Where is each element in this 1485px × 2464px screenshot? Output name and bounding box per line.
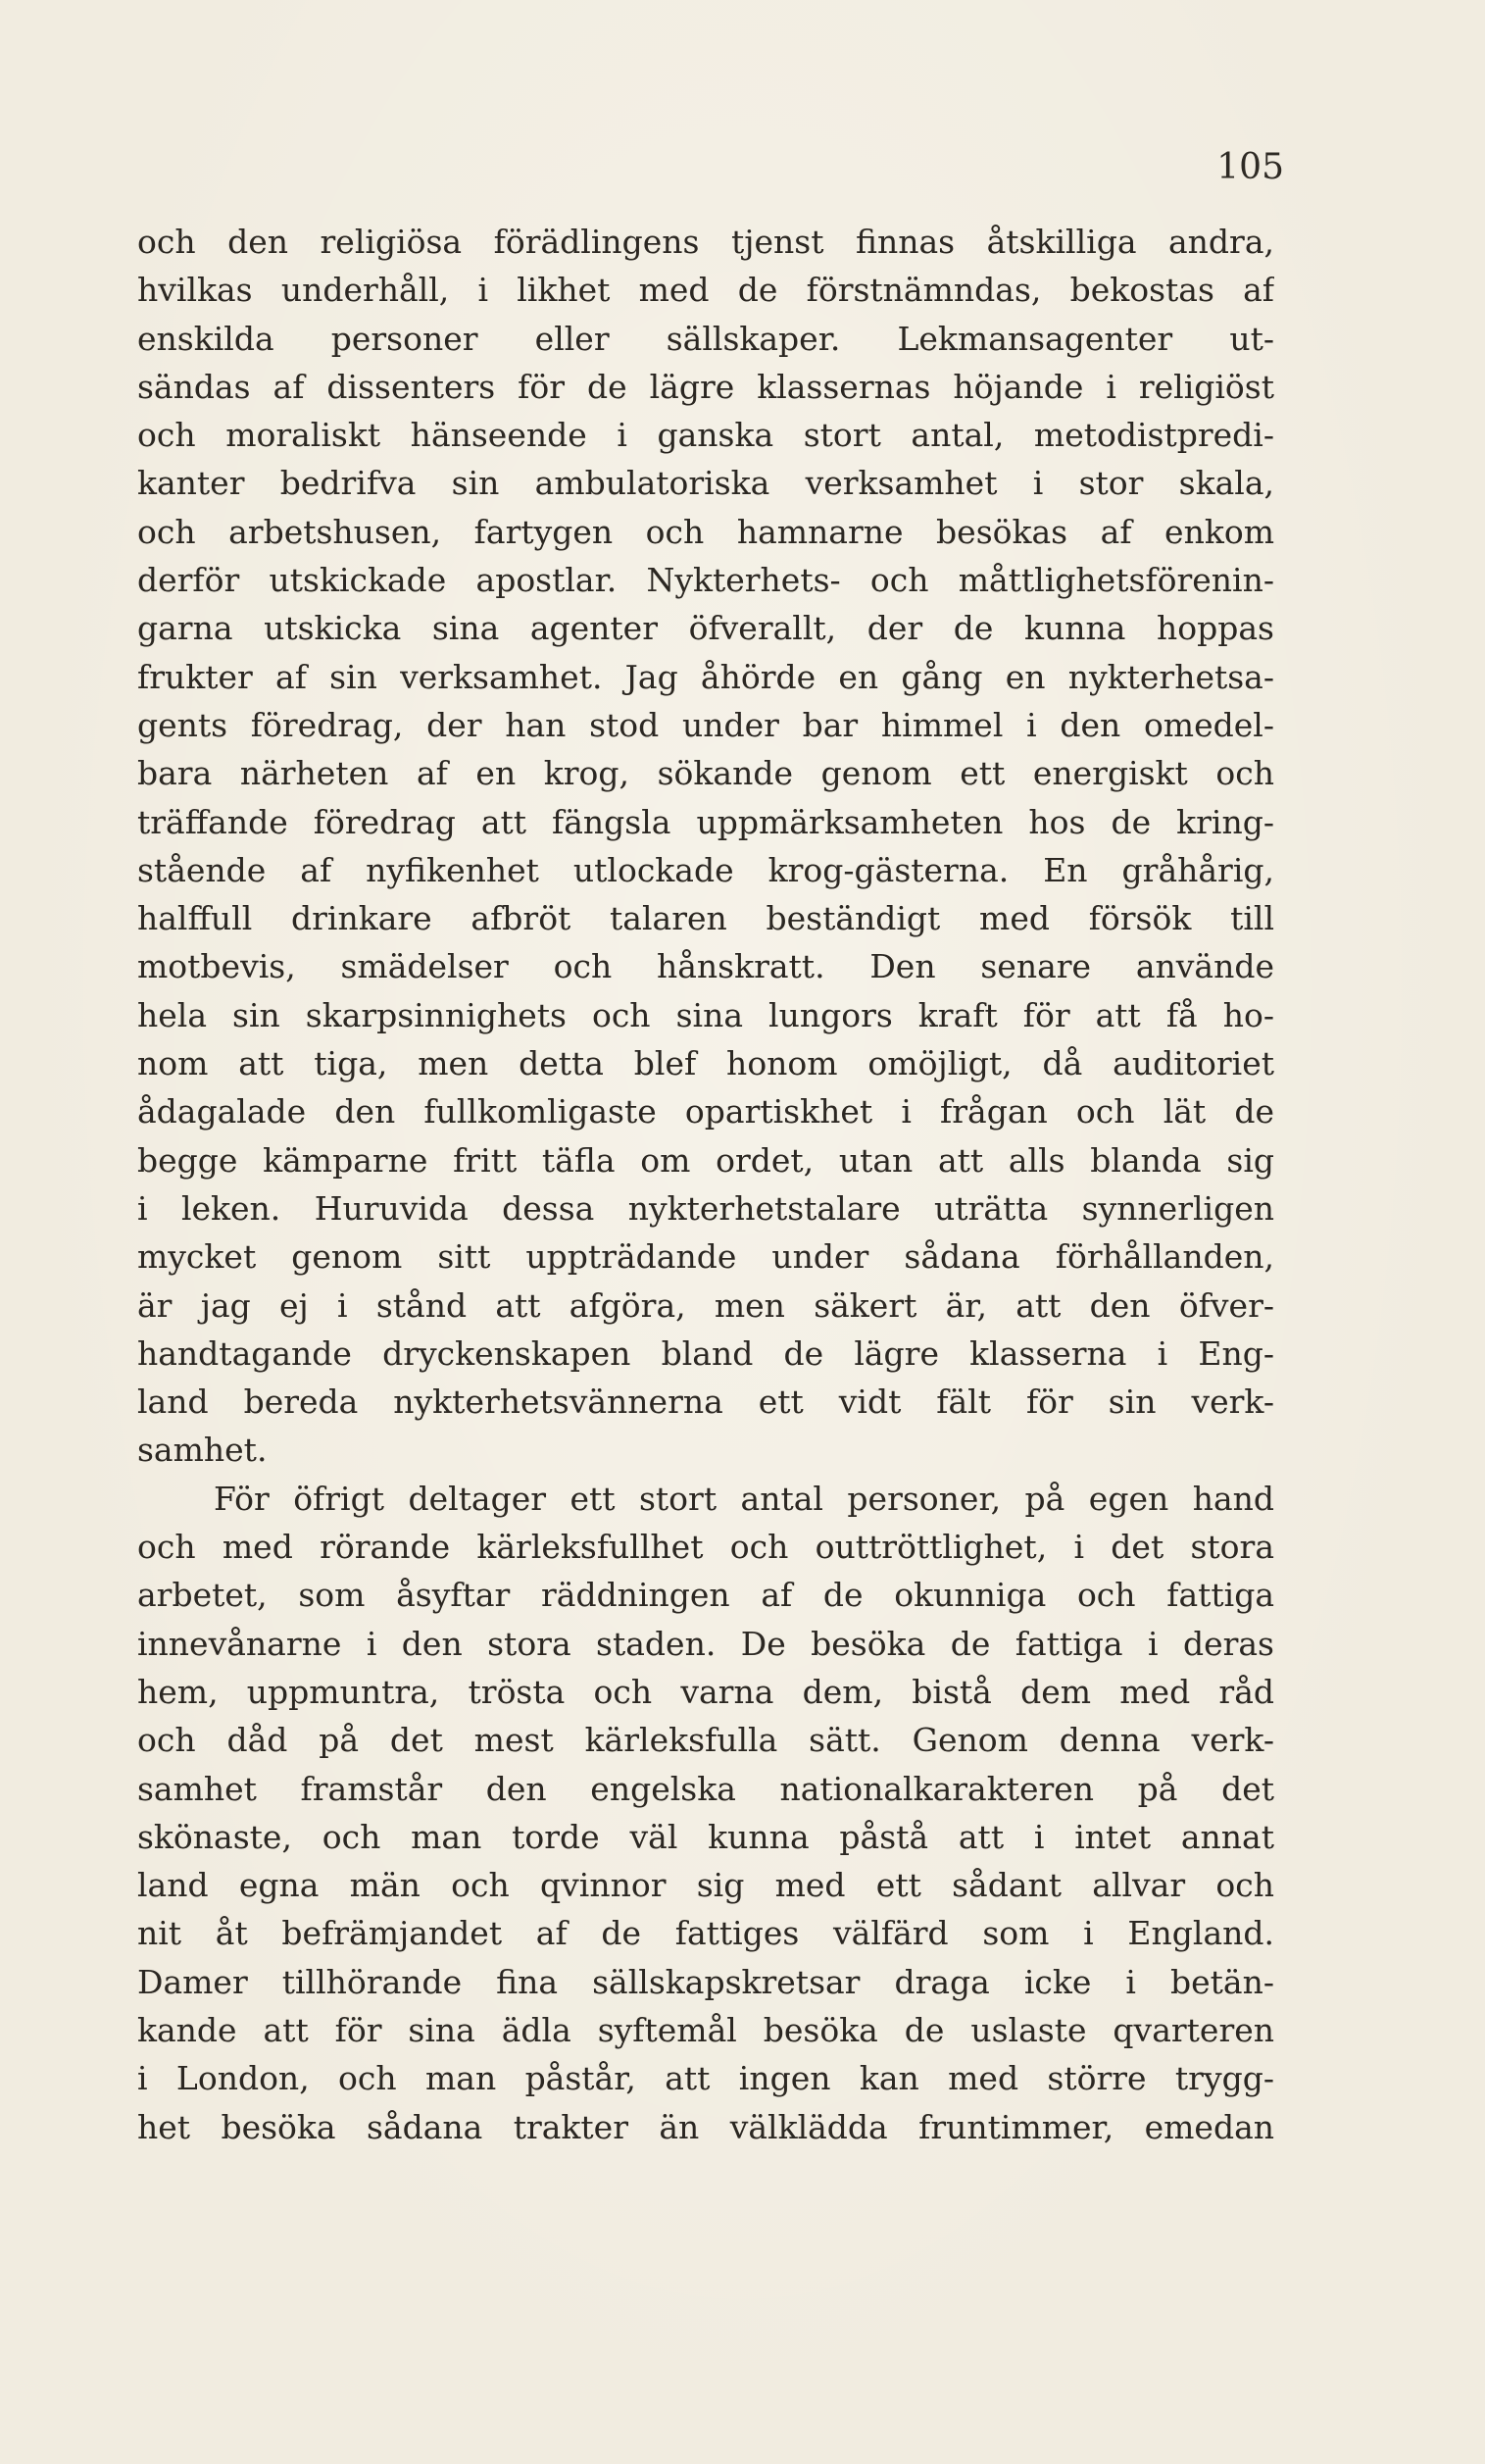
- text-line: het besöka sådana trakter än välklädda fruntimmer, emedan: [137, 2107, 1274, 2146]
- text-line: är jag ej i stånd att afgöra, men säkert är, att den öfver-: [137, 1285, 1274, 1325]
- text-line: träffande föredrag att fängsla uppmärksamheten hos de kring-: [137, 802, 1274, 841]
- text-line: motbevis, smädelser och hånskratt. Den senare använde: [137, 947, 1274, 986]
- text-line: frukter af sin verksamhet. Jag åhörde en gång en nykterhetsa-: [137, 657, 1274, 696]
- text-line: kanter bedrifva sin ambulatoriska verksamhet i stor skala,: [137, 464, 1274, 503]
- text-line: och moraliskt hänseende i ganska stort antal, metodistpredi-: [137, 416, 1274, 455]
- page-number: 105: [1216, 147, 1284, 187]
- text-line: garna utskicka sina agenter öfverallt, der de kunna hoppas: [137, 609, 1274, 648]
- text-line: handtagande dryckenskapen bland de lägre klasserna i Eng-: [137, 1333, 1274, 1373]
- text-line: och med rörande kärleksfullhet och outtröttlighet, i det stora: [137, 1528, 1274, 1567]
- text-line: i London, och man påstår, att ingen kan med större trygg-: [137, 2059, 1274, 2098]
- text-line: land egna män och qvinnor sig med ett sådant allvar och: [137, 1866, 1274, 1905]
- paragraph-end-line: samhet.: [137, 1431, 268, 1470]
- text-line: begge kämparne fritt täfla om ordet, utan att alls blanda sig: [137, 1140, 1274, 1180]
- text-line: gents föredrag, der han stod under bar himmel i den omedel-: [137, 705, 1274, 744]
- text-line: skönaste, och man torde väl kunna påstå att i intet annat: [137, 1817, 1274, 1856]
- text-line: mycket genom sitt uppträdande under sådana förhållanden,: [137, 1237, 1274, 1277]
- text-line: Damer tillhörande fina sällskapskretsar draga icke i betän-: [137, 1962, 1274, 2001]
- text-line: nit åt befrämjandet af de fattiges välfärd som i England.: [137, 1914, 1274, 1953]
- text-line: och dåd på det mest kärleksfulla sätt. Genom denna verk-: [137, 1721, 1274, 1760]
- text-line: kande att för sina ädla syftemål besöka de uslaste qvarteren: [137, 2010, 1274, 2049]
- text-line: ådagalade den fullkomligaste opartiskhet i frågan och lät de: [137, 1092, 1274, 1131]
- text-line: enskilda personer eller sällskaper. Lekmansagenter ut-: [137, 319, 1274, 358]
- text-line: arbetet, som åsyftar räddningen af de okunniga och fattiga: [137, 1576, 1274, 1615]
- text-line: samhet framstår den engelska nationalkarakteren på det: [137, 1769, 1274, 1808]
- text-line: nom att tiga, men detta blef honom omöjligt, då auditoriet: [137, 1044, 1274, 1083]
- text-line: land bereda nykterhetsvännerna ett vidt fält för sin verk-: [137, 1383, 1274, 1422]
- text-line: derför utskickade apostlar. Nykterhets- och måttlighetsförenin-: [137, 561, 1274, 600]
- text-line: innevånarne i den stora staden. De besöka de fattiga i deras: [137, 1624, 1274, 1663]
- text-line: och arbetshusen, fartygen och hamnarne besökas af enkom: [137, 512, 1274, 551]
- text-line: i leken. Huruvida dessa nykterhetstalare uträtta synnerligen: [137, 1188, 1274, 1228]
- text-line: hvilkas underhåll, i likhet med de förstnämndas, bekostas af: [137, 271, 1274, 310]
- text-line: bara närheten af en krog, sökande genom ett energiskt och: [137, 754, 1274, 793]
- text-line: stående af nyfikenhet utlockade krog-gästerna. En gråhårig,: [137, 850, 1274, 889]
- text-line: sändas af dissenters för de lägre klassernas höjande i religiöst: [137, 367, 1274, 406]
- text-line: halffull drinkare afbröt talaren beständigt med försök till: [137, 899, 1274, 938]
- text-line: och den religiösa förädlingens tjenst finnas åtskilliga andra,: [137, 223, 1274, 261]
- paragraph-start-line: För öfrigt deltager ett stort antal personer, på egen hand: [214, 1479, 1274, 1518]
- body-text: [137, 218, 1274, 2151]
- text-line: hela sin skarpsinnighets och sina lungors kraft för att få ho-: [137, 995, 1274, 1034]
- text-line: hem, uppmuntra, trösta och varna dem, bistå dem med råd: [137, 1672, 1274, 1711]
